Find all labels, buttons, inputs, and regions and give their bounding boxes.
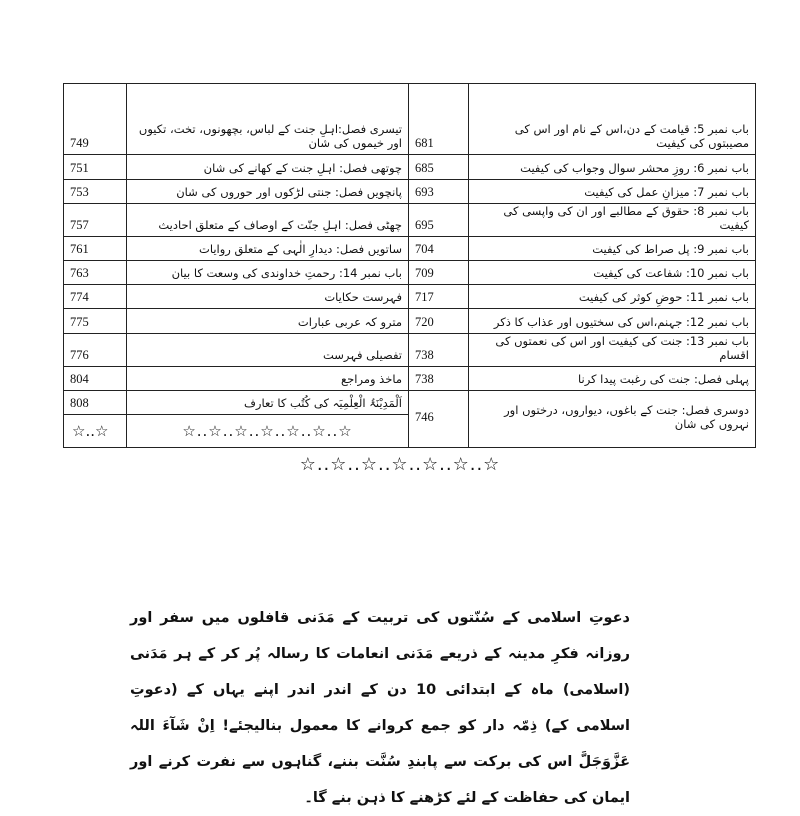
right-page-number: 720: [409, 309, 469, 334]
table-row: [64, 367, 756, 391]
table-row: [64, 261, 756, 285]
table-row: [64, 309, 756, 334]
right-page-number: 685: [409, 155, 469, 180]
right-page-number: 681: [409, 84, 469, 155]
table-row: [64, 237, 756, 261]
right-page-number: 709: [409, 261, 469, 285]
table-row: [64, 84, 756, 155]
table-row: [64, 155, 756, 180]
contents-table: [63, 83, 756, 448]
left-entry-title: چھٹی فصل: اہلِ جنّت کے اوصاف کے متعلق احادیث: [127, 204, 409, 237]
right-entry-title: باب نمبر 5: قیامت کے دن،اس کے نام اور اس کی مصیبتوں کی کیفیت: [469, 84, 756, 155]
left-entry-title: مترو کہ عربی عبارات: [127, 309, 409, 334]
left-page-number: 753: [64, 180, 127, 204]
closing-paragraph: دعوتِ اسلامی کے سُنّتوں کی تربیت کے مَدَنی قافلوں میں سفر اور روزانہ فکرِ مدینہ کے ذریعے مَدَنی انعامات کا رسالہ پُر کر کے ہر مَدَنی (اسلامی) ماہ کے ابتدائی 10 دن کے اندر اندر اپنے یہاں کے (دعوتِ اسلامی کے) ذِمّہ دار کو جمع کروانے کا معمول بنالیجئے! اِنْ شَآءَ اللہ عَزَّوَجَلَّ اس کی برکت سے پابندِ سُنَّت بننے، گناہوں سے نفرت کرنے اور ایمان کی حفاظت کے لئے کڑھنے کا ذہن بنے گا۔: [130, 610, 630, 806]
right-entry-title: باب نمبر 7: میزانِ عمل کی کیفیت: [469, 180, 756, 204]
right-page-number: 738: [409, 334, 469, 367]
left-page-number: 757: [64, 204, 127, 237]
right-entry-title: باب نمبر 12: جہنم،اس کی سختیوں اور عذاب کا ذکر: [469, 309, 756, 334]
right-entry-title: باب نمبر 11: حوضِ کوثر کی کیفیت: [469, 285, 756, 309]
table-row: [64, 204, 756, 237]
contents-table-body: [64, 84, 756, 448]
left-entry-title: تیسری فصل:اہلِ جنت کے لباس، بچھونوں، تخت، تکیوں اور خیموں کی شان: [127, 84, 409, 155]
left-entry-title: تفصیلی فہرست: [127, 334, 409, 367]
right-entry-title: دوسری فصل: جنت کے باغوں، دیواروں، درختوں اور نہروں کی شان: [469, 391, 756, 448]
right-page-number: 693: [409, 180, 469, 204]
table-row: [64, 391, 756, 415]
table-row: [64, 285, 756, 309]
left-entry-title: فہرست حکایات: [127, 285, 409, 309]
right-entry-title: باب نمبر 9: پل صراط کی کیفیت: [469, 237, 756, 261]
left-page-number: 761: [64, 237, 127, 261]
left-page-number: 808: [64, 391, 127, 415]
right-page-number: 695: [409, 204, 469, 237]
right-entry-title: باب نمبر 10: شفاعت کی کیفیت: [469, 261, 756, 285]
right-entry-title: باب نمبر 6: روزِ محشر سوال وجواب کی کیفیت: [469, 155, 756, 180]
star-separator: ☆..☆..☆..☆..☆..☆..☆: [299, 454, 501, 475]
right-page-number: 738: [409, 367, 469, 391]
left-entry-title: اَلْمَدِیْنَۃُ الْعِلْمِیَہ کی کُتُب کا تعارف: [127, 391, 409, 415]
left-page-number: 749: [64, 84, 127, 155]
right-page-number: 746: [409, 391, 469, 448]
right-entry-title: باب نمبر 8: حقوق کے مطالبے اور ان کی واپسی کی کیفیت: [469, 204, 756, 237]
left-page-number: 776: [64, 334, 127, 367]
right-page-number: 717: [409, 285, 469, 309]
table-row: [64, 334, 756, 367]
left-entry-title: ماخذ ومراجع: [127, 367, 409, 391]
star-ornament: ☆..☆..☆..☆..☆..☆..☆: [127, 415, 409, 448]
right-page-number: 704: [409, 237, 469, 261]
left-page-number: 775: [64, 309, 127, 334]
right-entry-title: پہلی فصل: جنت کی رغبت پیدا کرنا: [469, 367, 756, 391]
left-page-number: 751: [64, 155, 127, 180]
left-entry-title: ساتویں فصل: دیدارِ الٰہی کے متعلق روایات: [127, 237, 409, 261]
star-ornament-small: ☆..☆: [64, 415, 127, 448]
right-entry-title: باب نمبر 13: جنت کی کیفیت اور اس کی نعمتوں کی اقسام: [469, 334, 756, 367]
left-entry-title: چوتھی فصل: اہلِ جنت کے کھانے کی شان: [127, 155, 409, 180]
left-entry-title: باب نمبر 14: رحمتِ خداوندی کی وسعت کا بیان: [127, 261, 409, 285]
table-row: [64, 180, 756, 204]
left-entry-title: پانچویں فصل: جنتی لڑکوں اور حوروں کی شان: [127, 180, 409, 204]
left-page-number: 763: [64, 261, 127, 285]
left-page-number: 804: [64, 367, 127, 391]
left-page-number: 774: [64, 285, 127, 309]
